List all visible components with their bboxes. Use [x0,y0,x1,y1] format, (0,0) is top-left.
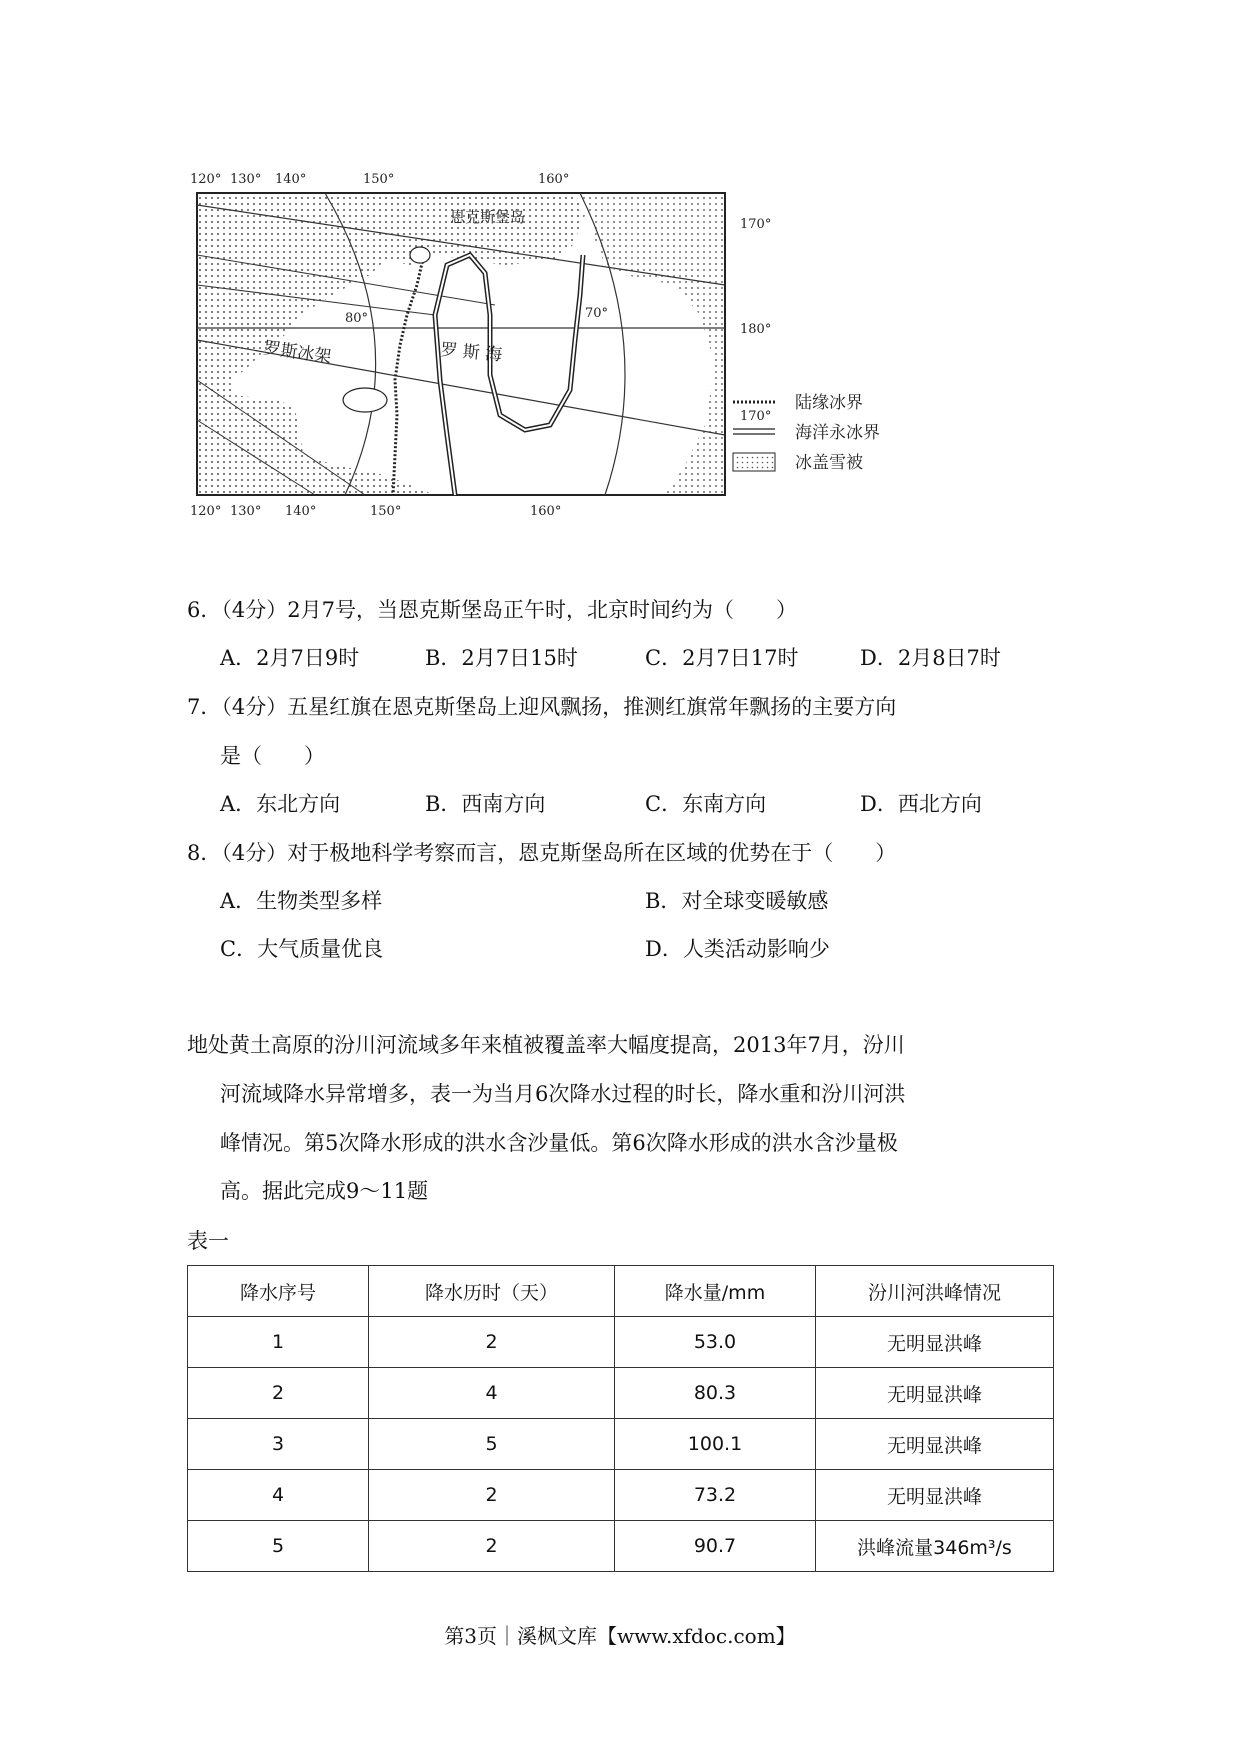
table-caption: 表一 [187,1229,229,1253]
legend-label: 冰盖雪被 [795,453,863,473]
passage-line: 高。据此完成9～11题 [220,1179,429,1203]
lon-label: 160° [538,172,570,187]
table-cell: 4 [369,1368,615,1419]
lon-label: 160° [530,504,562,519]
page-footer: 第3页｜溪枫文库【www.xfdoc.com】 [444,1624,796,1648]
bottom-longitude-labels [190,504,561,519]
option-7d: D．西北方向 [860,792,982,816]
option-7a: A．东北方向 [220,792,341,816]
table-row [188,1368,1054,1419]
precipitation-table [187,1265,1054,1572]
right-longitude-labels [740,217,771,424]
table-cell: 无明显洪峰 [816,1419,1054,1470]
table-row [188,1419,1054,1470]
question-8-stem: 8．（4分）对于极地科学考察而言，恩克斯堡岛所在区域的优势在于（ ） [187,841,897,865]
passage-line: 地处黄土高原的汾川河流域多年来植被覆盖率大幅度提高，2013年7月，汾川 [187,1033,905,1057]
table-cell: 4 [188,1470,369,1521]
ice-cover-right [580,193,725,495]
sea-label: 罗 斯 海 [439,340,503,366]
lon-label: 150° [363,172,395,187]
map-legend [733,392,880,473]
island-label: 恩克斯堡岛 [450,208,526,226]
lon-label: 150° [370,504,402,519]
passage-line: 峰情况。第5次降水形成的洪水含沙量低。第6次降水形成的洪水含沙量极 [220,1131,898,1155]
question-7-stem-cont: 是（ ） [220,744,325,768]
option-8d: D．人类活动影响少 [645,937,830,961]
table-header: 汾川河洪峰情况 [816,1266,1054,1317]
ice-cover-region [197,193,585,495]
table-header: 降水量/mm [615,1266,816,1317]
table-cell: 2 [369,1317,615,1368]
lat-label: 70° [585,306,609,321]
lon-label: 130° [230,172,262,187]
table-cell: 5 [369,1419,615,1470]
table-row [188,1521,1054,1572]
table-cell: 73.2 [615,1470,816,1521]
ross-sea-map [185,165,1055,560]
table-cell: 53.0 [615,1317,816,1368]
table-cell: 无明显洪峰 [816,1317,1054,1368]
lon-label: 130° [230,504,262,519]
option-7b: B．西南方向 [425,792,546,816]
option-6a: A．2月7日9时 [220,646,360,670]
table-cell: 2 [369,1470,615,1521]
table-cell: 5 [188,1521,369,1572]
lon-label: 170° [740,409,772,424]
option-6c: C．2月7日17时 [645,646,799,670]
table-cell: 80.3 [615,1368,816,1419]
question-6-stem: 6．（4分）2月7号，当恩克斯堡岛正午时，北京时间约为（ ） [187,598,797,622]
lon-label: 140° [285,504,317,519]
option-6b: B．2月7日15时 [425,646,578,670]
passage-line: 河流域降水异常增多，表一为当月6次降水过程的时长，降水重和汾川河洪 [220,1082,906,1106]
table-header: 降水序号 [188,1266,369,1317]
sea-ice-boundary [435,255,583,495]
table-row [188,1470,1054,1521]
table-cell: 1 [188,1317,369,1368]
lat-label: 80° [345,311,369,326]
question-7-stem: 7．（4分）五星红旗在恩克斯堡岛上迎风飘扬，推测红旗常年飘扬的主要方向 [187,695,897,719]
lon-label: 120° [190,172,222,187]
table-cell: 2 [369,1521,615,1572]
table-cell: 无明显洪峰 [816,1368,1054,1419]
lon-label: 170° [740,217,772,232]
table-cell: 无明显洪峰 [816,1470,1054,1521]
option-8a: A．生物类型多样 [220,889,383,913]
table-header: 降水历时（天） [369,1266,615,1317]
option-6d: D．2月8日7时 [860,646,1001,670]
legend-label: 陆缘冰界 [795,393,863,413]
continental-ice-boundary [393,250,425,495]
table-cell: 3 [188,1419,369,1470]
table-cell: 90.7 [615,1521,816,1572]
option-8c: C．大气质量优良 [220,937,384,961]
option-7c: C．东南方向 [645,792,767,816]
legend-label: 海洋永冰界 [795,423,880,443]
table-row [188,1317,1054,1368]
lon-label: 140° [275,172,307,187]
table-cell: 洪峰流量346m³/s [816,1521,1054,1572]
lon-label: 180° [740,322,772,337]
option-8b: B．对全球变暖敏感 [645,889,829,913]
ice-shelf-label: 罗斯冰架 [262,338,333,368]
table-cell: 2 [188,1368,369,1419]
lon-label: 120° [190,504,222,519]
top-longitude-labels [190,172,569,187]
table-cell: 100.1 [615,1419,816,1470]
table-header-row [188,1266,1054,1317]
